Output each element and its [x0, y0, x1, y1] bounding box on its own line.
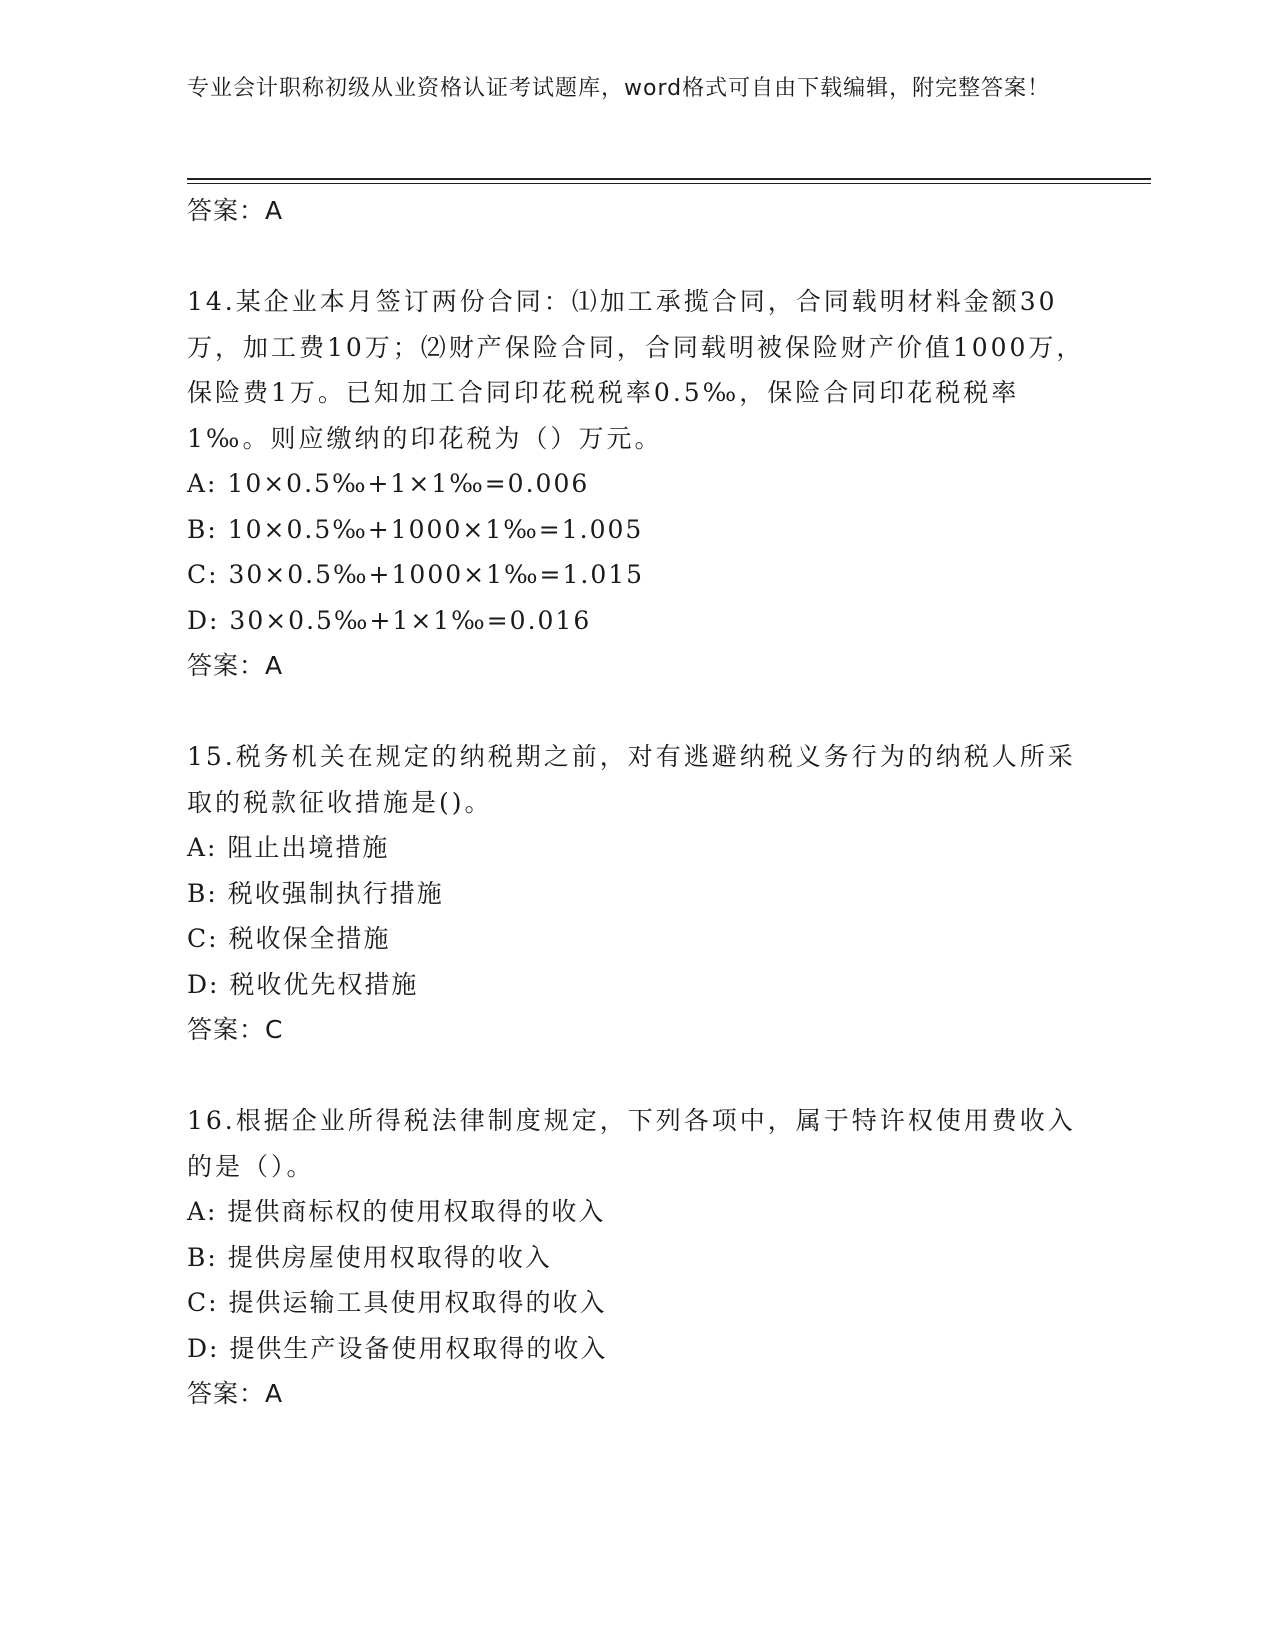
option-a: A: 阻止出境措施	[187, 833, 390, 862]
question-block	[187, 734, 1087, 1053]
option-c: C: 提供运输工具使用权取得的收入	[187, 1288, 607, 1317]
answer-line: 答案：A	[187, 1379, 284, 1408]
option-b: B: 10×0.5‰+1000×1‰=1.005	[187, 514, 644, 544]
option-a: A: 10×0.5‰+1×1‰=0.006	[187, 469, 590, 498]
question-stem: 16.根据企业所得税法律制度规定，下列各项中，属于特许权使用费收入的是（）。	[187, 1106, 1076, 1181]
option-b: B: 税收强制执行措施	[187, 878, 444, 908]
header-divider-thin	[187, 183, 1151, 184]
header-divider-thick	[187, 178, 1151, 180]
question-stem: 15.税务机关在规定的纳税期之前，对有逃避纳税义务行为的纳税人所采取的税款征收措施是()。	[187, 742, 1076, 817]
option-c: C: 税收保全措施	[187, 924, 391, 953]
previous-answer: 答案：A	[187, 196, 284, 225]
option-d: D: 税收优先权措施	[187, 969, 419, 999]
question-block	[187, 279, 1087, 689]
question-list	[187, 188, 1087, 1417]
option-d: D: 提供生产设备使用权取得的收入	[187, 1333, 608, 1363]
option-b: B: 提供房屋使用权取得的收入	[187, 1242, 552, 1272]
answer-line: 答案：C	[187, 1015, 284, 1044]
option-a: A: 提供商标权的使用权取得的收入	[187, 1197, 606, 1226]
question-block	[187, 1098, 1087, 1417]
option-c: C: 30×0.5‰+1000×1‰=1.015	[187, 560, 645, 589]
page-header-text: 专业会计职称初级从业资格认证考试题库，word格式可自由下载编辑，附完整答案！	[187, 76, 1051, 101]
option-d: D: 30×0.5‰+1×1‰=0.016	[187, 605, 592, 635]
answer-line: 答案：A	[187, 651, 284, 680]
question-stem: 14.某企业本月签订两份合同：⑴加工承揽合同，合同载明材料金额30万，加工费10万；⑵财产保险合同，合同载明被保险财产价值1000万，保险费1万。已知加工合同印花税税率0.5‰，保险合同印花税税率1‰。则应缴纳的印花税为（）万元。	[187, 287, 1085, 453]
